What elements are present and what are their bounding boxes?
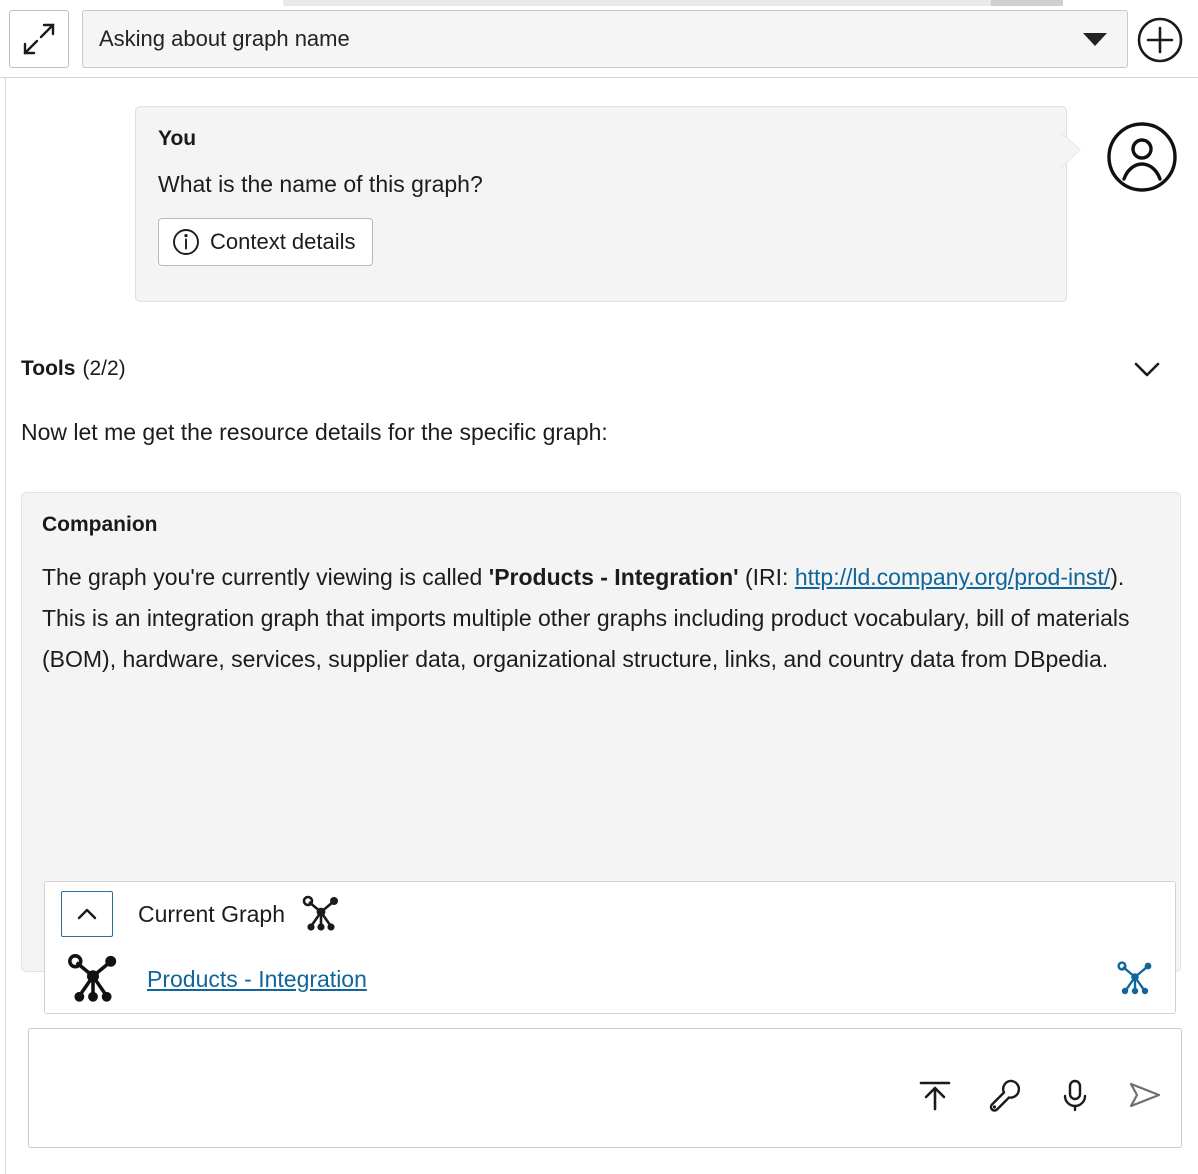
tools-label: Tools xyxy=(21,357,76,380)
expand-panel-button[interactable] xyxy=(9,10,69,68)
send-icon[interactable] xyxy=(1123,1073,1167,1117)
topbar-strip-segment-active xyxy=(991,0,1063,6)
message-input[interactable] xyxy=(29,1029,929,1147)
chevron-up-icon xyxy=(72,899,102,929)
topbar xyxy=(0,0,1198,78)
tools-wrench-icon[interactable] xyxy=(983,1073,1027,1117)
collapse-toggle-button[interactable] xyxy=(61,891,113,937)
tools-count: (2/2) xyxy=(82,357,126,380)
companion-message-text xyxy=(42,557,1160,680)
current-graph-panel-header xyxy=(45,882,1175,946)
user-message-text: What is the name of this graph? xyxy=(158,171,483,197)
chevron-down-icon[interactable] xyxy=(1083,33,1107,46)
chat-title-dropdown[interactable] xyxy=(82,10,1128,68)
graph-icon xyxy=(63,951,123,1007)
tools-collapse-chevron-icon[interactable] xyxy=(1127,349,1167,389)
info-icon xyxy=(172,228,200,256)
topbar-strip-segment-left xyxy=(0,0,283,6)
plus-circle-icon xyxy=(1136,16,1184,64)
chat-title-text: Asking about graph name xyxy=(99,26,350,51)
new-chat-button[interactable] xyxy=(1136,16,1184,64)
topbar-strip-segment-mid xyxy=(283,0,991,6)
companion-text-part-2: (IRI: xyxy=(738,564,795,590)
tools-section-header[interactable] xyxy=(21,349,1181,389)
expand-diagonal-icon xyxy=(20,20,58,58)
graph-link[interactable]: Products - Integration xyxy=(147,965,367,992)
context-details-button[interactable] xyxy=(158,218,373,266)
message-author: You xyxy=(158,127,197,150)
topbar-strip-segment-right xyxy=(1063,0,1198,6)
composer-actions xyxy=(913,1073,1167,1117)
companion-text-part-3: ). This is an integration graph that imports multiple other graphs including product vocabulary, bill of materials (BOM), hardware, services, supplier data, organizational structure, links, and country data from DBpedia. xyxy=(42,564,1130,672)
companion-text-part-1: The graph you're currently viewing is called xyxy=(42,564,489,590)
tools-intro-text: Now let me get the resource details for the specific graph: xyxy=(21,419,608,445)
iri-link[interactable]: http://ld.company.org/prod-inst/ xyxy=(794,564,1111,590)
left-rail xyxy=(0,78,6,1174)
user-message-bubble xyxy=(135,106,1067,302)
graph-name-emphasis: 'Products - Integration' xyxy=(488,564,739,590)
bubble-tail xyxy=(1060,132,1080,168)
current-graph-panel xyxy=(44,881,1176,1014)
conversation-scroll-area[interactable] xyxy=(7,79,1198,1174)
list-item[interactable] xyxy=(45,946,1175,1012)
avatar xyxy=(1106,121,1178,193)
current-graph-label: Current Graph xyxy=(138,900,286,927)
topbar-strip xyxy=(0,0,1198,6)
microphone-icon[interactable] xyxy=(1053,1073,1097,1117)
context-details-label: Context details xyxy=(210,229,356,254)
upload-icon[interactable] xyxy=(913,1073,957,1117)
open-graph-icon[interactable] xyxy=(1113,959,1157,999)
graph-icon xyxy=(299,894,343,934)
user-message-row xyxy=(135,106,1195,306)
message-composer[interactable] xyxy=(28,1028,1182,1148)
companion-response-card xyxy=(21,492,1181,992)
companion-author: Companion xyxy=(42,513,158,536)
